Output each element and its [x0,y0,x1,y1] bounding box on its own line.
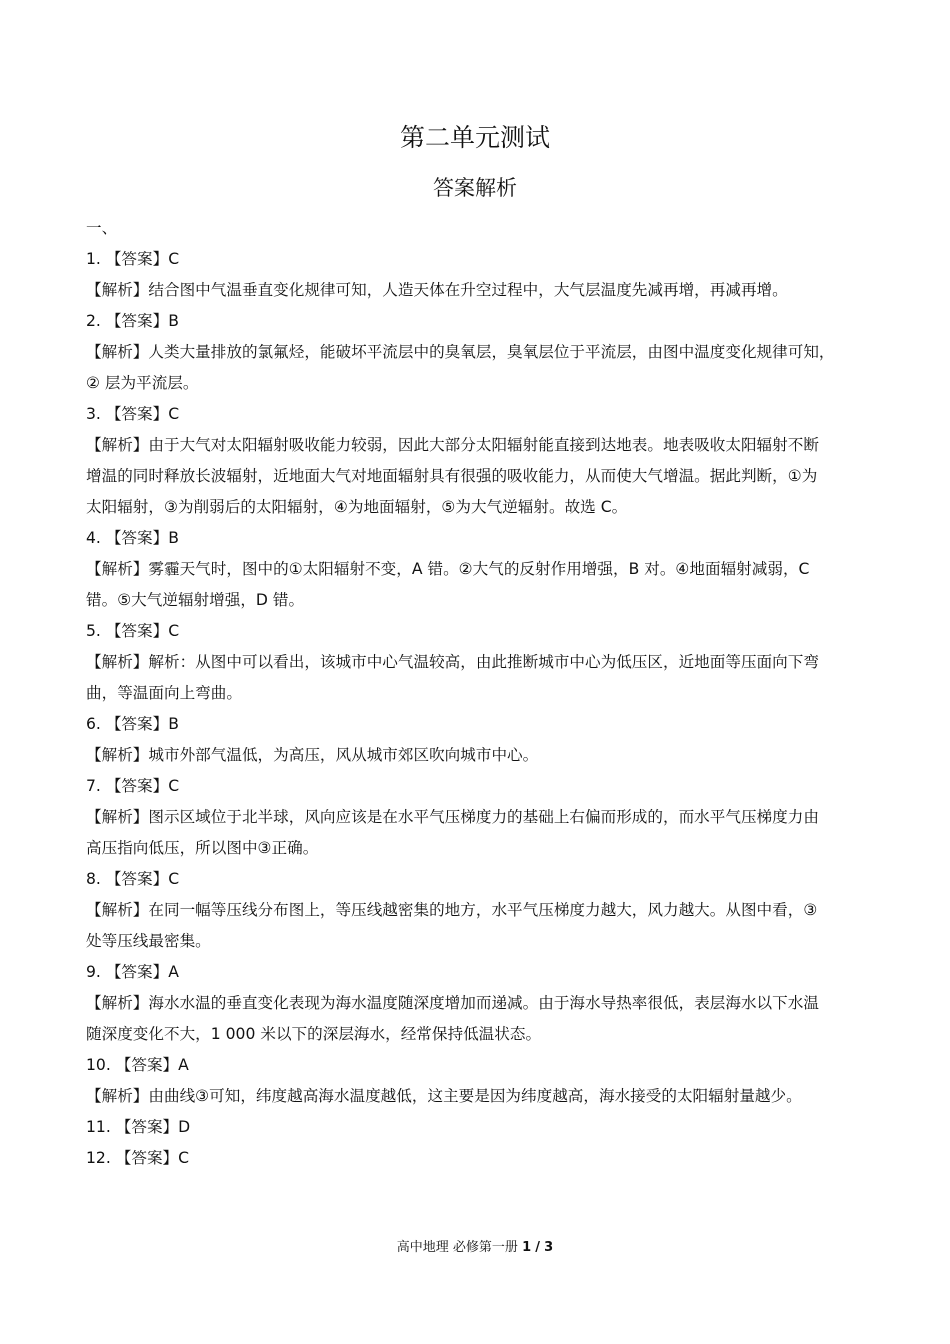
analysis-line: 【解析】解析：从图中可以看出，该城市中心气温较高，由此推断城市中心为低压区，近地面等压面向下弯 [86,653,819,671]
footer-page-total: 3 [544,1240,554,1255]
footer-page-number: 1 [522,1240,532,1255]
answer-line: 7. 【答案】C [86,777,180,795]
analysis-line: 错。⑤大气逆辐射增强，D 错。 [86,591,305,609]
analysis-line: ② 层为平流层。 [86,374,199,392]
answer-line: 9. 【答案】A [86,963,179,981]
footer-book-title: 高中地理 必修第一册 [396,1240,518,1255]
analysis-line: 【解析】海水水温的垂直变化表现为海水温度随深度增加而递减。由于海水导热率很低，表层海水以下水温 [86,994,819,1012]
footer-separator: / [535,1240,541,1255]
answer-line: 4. 【答案】B [86,529,179,547]
analysis-line: 【解析】在同一幅等压线分布图上，等压线越密集的地方，水平气压梯度力越大，风力越大。从图中看，③ [86,901,818,919]
answer-line: 5. 【答案】C [86,622,180,640]
document-title: 第二单元测试 [399,123,550,152]
analysis-line: 随深度变化不大，1 000 米以下的深层海水，经常保持低温状态。 [86,1025,542,1043]
answer-line: 2. 【答案】B [86,312,179,330]
analysis-line: 【解析】由于大气对太阳辐射吸收能力较弱，因此大部分太阳辐射能直接到达地表。地表吸收太阳辐射不断 [86,436,819,454]
answer-list [86,213,868,1174]
document-subtitle: 答案解析 [433,176,517,200]
answer-line: 12. 【答案】C [86,1149,190,1167]
answer-line: 1. 【答案】C [86,250,180,268]
answer-line: 11. 【答案】D [86,1118,191,1136]
analysis-line: 太阳辐射，③为削弱后的太阳辐射，④为地面辐射，⑤为大气逆辐射。故选 C。 [86,498,628,516]
analysis-line: 【解析】城市外部气温低，为高压，风从城市郊区吹向城市中心。 [86,746,539,764]
analysis-line: 处等压线最密集。 [86,932,211,950]
analysis-line: 高压指向低压，所以图中③正确。 [86,839,319,857]
analysis-line: 【解析】人类大量排放的氯氟烃，能破坏平流层中的臭氧层，臭氧层位于平流层，由图中温度变化规律可知， [86,343,835,361]
answer-line: 6. 【答案】B [86,715,179,733]
analysis-line: 【解析】雾霾天气时，图中的①太阳辐射不变，A 错。②大气的反射作用增强，B 对。④地面辐射减弱，C [86,560,810,578]
page-footer [0,1236,950,1260]
analysis-line: 增温的同时释放长波辐射，近地面大气对地面辐射具有很强的吸收能力，从而使大气增温。据此判断，①为 [86,467,818,485]
analysis-line: 曲，等温面向上弯曲。 [86,684,242,702]
analysis-line: 【解析】由曲线③可知，纬度越高海水温度越低，这主要是因为纬度越高，海水接受的太阳辐射量越少。 [86,1087,802,1105]
answer-line: 10. 【答案】A [86,1056,189,1074]
analysis-line: 【解析】结合图中气温垂直变化规律可知，人造天体在升空过程中，大气层温度先减再增，再减再增。 [86,281,788,299]
section-heading: 一、 [86,219,118,237]
analysis-line: 【解析】图示区域位于北半球，风向应该是在水平气压梯度力的基础上右偏而形成的，而水平气压梯度力由 [86,808,819,826]
answer-line: 8. 【答案】C [86,870,180,888]
answer-line: 3. 【答案】C [86,405,180,423]
